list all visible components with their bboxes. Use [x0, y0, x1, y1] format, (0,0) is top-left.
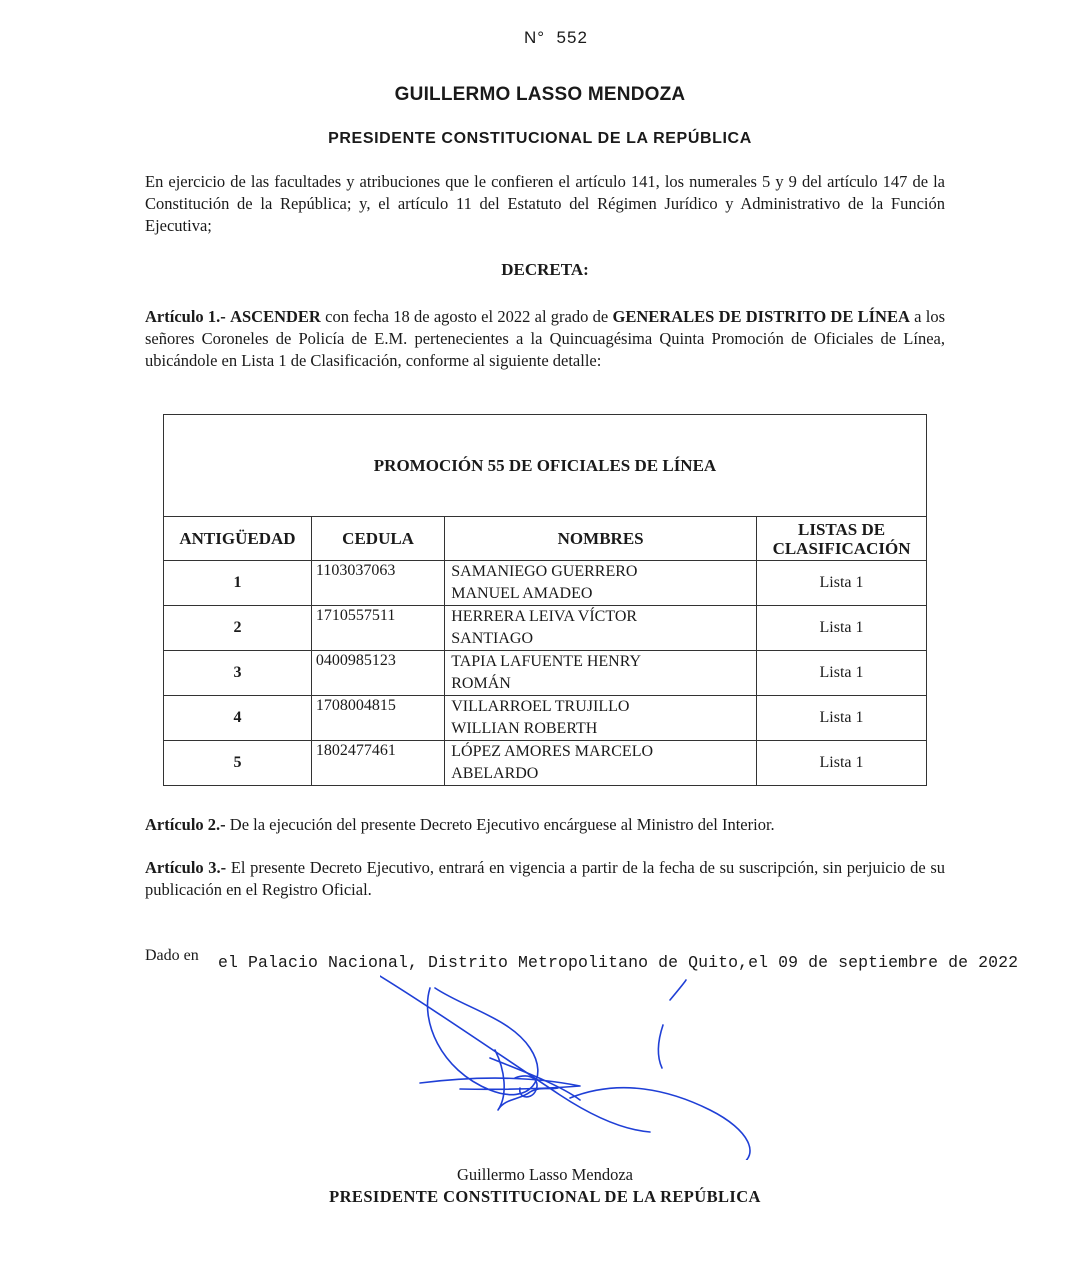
cell-nombres — [445, 696, 757, 741]
article-3-label: Artículo 3.- — [145, 858, 227, 877]
cell-lista: Lista 1 — [757, 606, 927, 651]
header-listas-line-2: CLASIFICACIÓN — [772, 538, 911, 558]
cell-cedula: 1802477461 — [311, 741, 444, 786]
decree-number — [524, 28, 588, 48]
article-1-text-a: con fecha 18 de agosto el 2022 al grado de — [325, 307, 609, 326]
cell-nombres-line-1: TAPIA LAFUENTE HENRY — [451, 653, 642, 670]
decree-number-label: N° — [524, 28, 546, 47]
signer-title: PRESIDENTE CONSTITUCIONAL DE LA REPÚBLICA — [329, 1187, 761, 1206]
cell-antiguedad: 2 — [164, 606, 312, 651]
cell-cedula: 1710557511 — [311, 606, 444, 651]
cell-nombres — [445, 606, 757, 651]
cell-nombres-line-1: LÓPEZ AMORES MARCELO — [451, 743, 654, 760]
handwritten-signature — [380, 960, 800, 1160]
place-and-date: el Palacio Nacional, Distrito Metropolitano de Quito,el 09 de septiembre de 2022 — [218, 953, 1019, 972]
table-row — [164, 651, 927, 696]
cell-lista: Lista 1 — [757, 696, 927, 741]
article-1-label: Artículo 1.- — [145, 307, 226, 326]
article-1-grade: GENERALES DE DISTRITO DE LÍNEA — [612, 307, 910, 326]
article-1 — [145, 306, 945, 372]
header-listas — [757, 517, 927, 561]
cell-nombres — [445, 561, 757, 606]
cell-nombres-line-2: ABELARDO — [451, 765, 539, 782]
table-row — [164, 561, 927, 606]
article-1-verb: ASCENDER — [230, 307, 321, 326]
cell-nombres-line-2: WILLIAN ROBERTH — [451, 720, 598, 737]
decree-number-value: 552 — [556, 28, 588, 47]
header-cedula: CEDULA — [311, 517, 444, 561]
cell-nombres-line-2: ROMÁN — [451, 675, 511, 692]
cell-nombres-line-2: SANTIAGO — [451, 630, 534, 647]
signer-name: Guillermo Lasso Mendoza — [457, 1165, 633, 1184]
table-row — [164, 741, 927, 786]
preamble: En ejercicio de las facultades y atribuciones que le confieren el artículo 141, los numerales 5 y 9 del artículo 147 de la Constitución de la República; y, el artículo 11 del Estatuto del Régimen Jurídico y Administrativo de la Función Ejecutiva; — [145, 172, 945, 235]
cell-cedula: 0400985123 — [311, 651, 444, 696]
article-1-text-b: a los señores Coroneles de Policía de E.M. pertenecientes a la Quincuagésima Quinta Promoción de Oficiales de Línea, ubicándole en Lista 1 de Clasificación, conforme al siguiente detalle: — [145, 307, 946, 370]
cell-lista: Lista 1 — [757, 561, 927, 606]
cell-cedula: 1708004815 — [311, 696, 444, 741]
issuer-title: PRESIDENTE CONSTITUCIONAL DE LA REPÚBLICA — [328, 130, 752, 147]
article-2-text: De la ejecución del presente Decreto Ejecutivo encárguese al Ministro del Interior. — [229, 815, 775, 834]
cell-nombres — [445, 651, 757, 696]
article-3-text: El presente Decreto Ejecutivo, entrará en vigencia a partir de la fecha de su suscripción, sin perjuicio de su publicación en el Registro Oficial. — [145, 858, 945, 899]
cell-nombres-line-1: SAMANIEGO GUERRERO — [451, 563, 638, 580]
cell-nombres-line-1: HERRERA LEIVA VÍCTOR — [451, 608, 638, 625]
cell-antiguedad: 4 — [164, 696, 312, 741]
cell-lista: Lista 1 — [757, 651, 927, 696]
table-title: PROMOCIÓN 55 DE OFICIALES DE LÍNEA — [164, 415, 927, 517]
issuer-name: GUILLERMO LASSO MENDOZA — [394, 84, 686, 105]
table-row — [164, 696, 927, 741]
promotion-table — [163, 414, 927, 786]
article-2-label: Artículo 2.- — [145, 815, 226, 834]
cell-nombres-line-2: MANUEL AMADEO — [451, 585, 593, 602]
cell-cedula: 1103037063 — [311, 561, 444, 606]
header-antiguedad: ANTIGÜEDAD — [164, 517, 312, 561]
cell-antiguedad: 1 — [164, 561, 312, 606]
cell-antiguedad: 3 — [164, 651, 312, 696]
cell-nombres-line-1: VILLARROEL TRUJILLO — [451, 698, 630, 715]
decreta-heading: DECRETA: — [501, 260, 589, 279]
article-2 — [145, 814, 945, 836]
header-listas-line-1: LISTAS DE — [797, 519, 886, 539]
cell-antiguedad: 5 — [164, 741, 312, 786]
header-nombres: NOMBRES — [445, 517, 757, 561]
article-3 — [145, 857, 945, 901]
dado-en-label: Dado en — [145, 947, 199, 964]
cell-nombres — [445, 741, 757, 786]
cell-lista: Lista 1 — [757, 741, 927, 786]
table-row — [164, 606, 927, 651]
